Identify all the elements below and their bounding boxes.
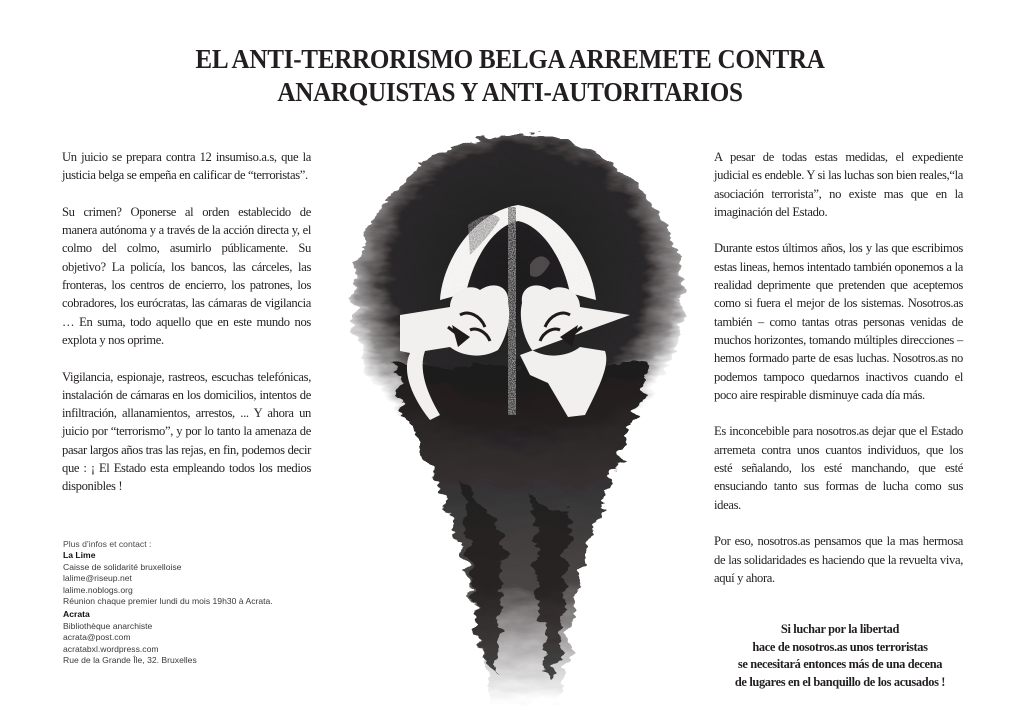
contact-line: Bibliothèque anarchiste	[63, 620, 153, 631]
contact-email-link[interactable]: lalime@riseup.net	[63, 573, 132, 584]
contact-org-acrata: Acrata	[63, 609, 90, 620]
contact-email-link[interactable]: acrata@post.com	[63, 632, 131, 643]
right-paragraph-3: Es inconcebible para nosotros.as dejar que el Estado arremeta contra unos cuantos individuos, que los esté señalando, los esté manchando, que esté ensuciando tanto sus formas de lucha como sus ideas.	[714, 424, 963, 512]
left-paragraph-1: Un juicio se prepara contra 12 insumiso.a.s, que la justicia belga se empeña en calificar de “terroristas”.	[62, 150, 311, 183]
right-paragraph-4: Por eso, nosotros.as pensamos que la mas hermosa de las solidaridades es haciendo que la revuelta viva, aquí y ahora.	[714, 534, 963, 585]
closing-slogan	[714, 621, 966, 691]
contact-block	[63, 539, 323, 666]
contact-website-link[interactable]: acratabxl.wordpress.com	[63, 643, 159, 654]
fists-holding-globe-illustration	[330, 115, 700, 715]
contact-intro: Plus d’infos et contact :	[63, 539, 152, 549]
right-paragraph-1: A pesar de todas estas medidas, el expediente judicial es endeble. Y si las luchas son bien reales,“la asociación terrorista”, no existe mas que en la imaginación del Estado.	[714, 150, 963, 219]
contact-website-link[interactable]: lalime.noblogs.org	[63, 584, 133, 595]
slogan-line-3: se necesitará entonces más de una decena	[737, 657, 943, 672]
contact-line: Caisse de solidarité bruxelloise	[63, 561, 182, 572]
title-line-1: EL ANTI-TERRORISMO BELGA ARREMETE CONTRA	[195, 44, 825, 74]
contact-address: Rue de la Grande Île, 32. Bruxelles	[63, 655, 197, 666]
slogan-line-4: de lugares en el banquillo de los acusados !	[734, 674, 946, 689]
contact-org-la-lime: La Lime	[63, 550, 96, 561]
right-paragraph-2: Durante estos últimos años, los y las que escribimos estas lineas, hemos intentado también oponemos a la realidad deprimente que pretenden que aceptemos como si fuera el mejor de los sistemas. Nosotros.as también – como tantas otras personas venidas de muchos horizontes, tomando múltiples direcciones – hemos formado parte de esas luchas. Nosotros.as no podemos tampoco quedarnos inactivos cuando el poco aire respirable disminuye cada día más.	[714, 241, 963, 402]
left-paragraph-2: Su crimen? Oponerse al orden establecido de manera autónoma y a través de la acción directa y, el colmo del colmo, asumirlo públicamente. Su objetivo? La policía, los bancos, las cárceles, las fronteras, los centros de encierro, los patrones, los cobradores, los eurócratas, las cámaras de vigilancia … En suma, todo aquello que en este mundo nos explota y nos oprime.	[62, 204, 311, 347]
right-column	[714, 148, 963, 605]
slogan-line-2: hace de nosotros.as unos terroristas	[752, 639, 928, 654]
slogan-line-1: Si luchar por la libertad	[780, 622, 900, 636]
contact-line: Réunion chaque premier lundi du mois 19h30 à Acrata.	[63, 596, 273, 607]
page-title	[36, 43, 985, 109]
left-column	[62, 148, 311, 514]
left-paragraph-3: Vigilancia, espionaje, rastreos, escuchas telefónicas, instalación de cámaras en los domicilios, intentos de infiltración, allanamientos, arrestos, ... Y ahora un juicio por “terrorismo”, y por lo tanto la amenaza de pasar largos años tras las rejas, en fin, podemos decir que : ¡ El Estado esta empleando todos los medios disponibles !	[62, 369, 311, 494]
title-line-2: ANARQUISTAS Y ANTI-AUTORITARIOS	[277, 77, 743, 107]
